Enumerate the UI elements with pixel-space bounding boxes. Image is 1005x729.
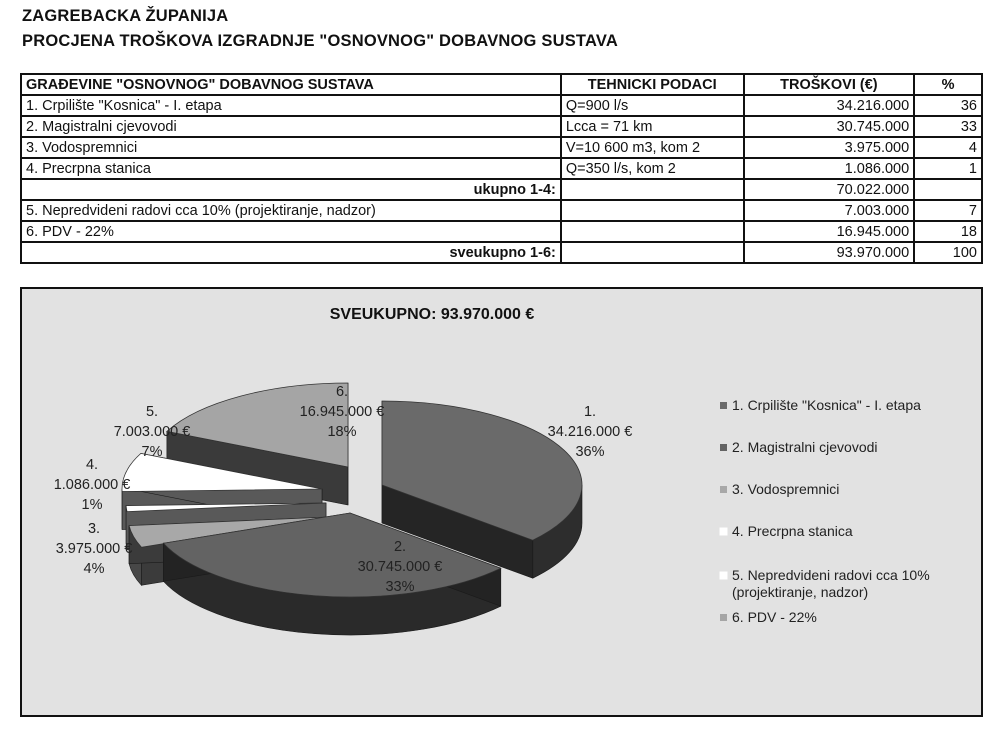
data-label-value-1: 34.216.000 € xyxy=(547,424,633,440)
legend-swatch-3 xyxy=(720,486,727,493)
table-row-subtotal xyxy=(21,179,982,200)
report-subtitle: PROCJENA TROŠKOVA IZGRADNJE "OSNOVNOG" DOBAVNOG SUSTAVA xyxy=(22,32,618,50)
table-row xyxy=(21,116,982,137)
row-pct: 7 xyxy=(914,200,982,221)
data-label-percent-4: 1% xyxy=(81,497,103,513)
row-tech xyxy=(561,179,744,200)
pie-chart xyxy=(22,289,981,715)
row-name: 4. Precrpna stanica xyxy=(21,158,561,179)
total-pct: 100 xyxy=(914,242,982,263)
row-name: 6. PDV - 22% xyxy=(21,221,561,242)
row-cost: 34.216.000 xyxy=(744,95,915,116)
row-tech: Lcca = 71 km xyxy=(561,116,744,137)
subtotal-label: ukupno 1-4: xyxy=(21,179,561,200)
row-cost: 30.745.000 xyxy=(744,116,915,137)
data-label-percent-3: 4% xyxy=(83,561,105,577)
row-name: 1. Crpilište "Kosnica" - I. etapa xyxy=(21,95,561,116)
legend-label-6: 6. PDV - 22% xyxy=(732,609,817,625)
data-label-percent-6: 18% xyxy=(327,424,357,440)
row-tech: Q=900 l/s xyxy=(561,95,744,116)
subtotal-cost: 70.022.000 xyxy=(744,179,915,200)
row-name: 5. Nepredvideni radovi cca 10% (projektiranje, nadzor) xyxy=(21,200,561,221)
legend-label-2: 2. Magistralni cjevovodi xyxy=(732,439,878,455)
table-row-total xyxy=(21,242,982,263)
row-tech: V=10 600 m3, kom 2 xyxy=(561,137,744,158)
pie-chart-panel xyxy=(20,287,983,717)
row-pct: 4 xyxy=(914,137,982,158)
data-label-value-5: 7.003.000 € xyxy=(113,424,191,440)
data-label-value-2: 30.745.000 € xyxy=(357,559,443,575)
row-name: 2. Magistralni cjevovodi xyxy=(21,116,561,137)
row-pct: 18 xyxy=(914,221,982,242)
row-pct: 36 xyxy=(914,95,982,116)
row-tech xyxy=(561,200,744,221)
legend-label-4: 4. Precrpna stanica xyxy=(732,523,853,539)
column-header-technical: TEHNICKI PODACI xyxy=(561,74,744,95)
column-header-percent: % xyxy=(914,74,982,95)
legend-swatch-2 xyxy=(720,444,727,451)
legend-swatch-1 xyxy=(720,402,727,409)
table-row xyxy=(21,221,982,242)
row-cost: 1.086.000 xyxy=(744,158,915,179)
report-title: ZAGREBACKA ŽUPANIJA xyxy=(22,7,229,25)
data-label-number-1: 1. xyxy=(583,404,597,420)
legend-swatch-6 xyxy=(720,614,727,621)
row-tech: Q=350 l/s, kom 2 xyxy=(561,158,744,179)
legend-swatch-4 xyxy=(720,528,727,535)
table-row xyxy=(21,95,982,116)
column-header-costs: TROŠKOVI (€) xyxy=(744,74,915,95)
column-header-building: GRAĐEVINE "OSNOVNOG" DOBAVNOG SUSTAVA xyxy=(21,74,561,95)
table-row xyxy=(21,200,982,221)
legend-label-5: 5. Nepredvideni radovi cca 10% xyxy=(732,567,930,583)
data-label-percent-2: 33% xyxy=(385,579,415,595)
data-label-number-3: 3. xyxy=(87,521,101,537)
legend-swatch-5 xyxy=(720,572,727,579)
row-name: 3. Vodospremnici xyxy=(21,137,561,158)
row-cost: 7.003.000 xyxy=(744,200,915,221)
data-label-number-5: 5. xyxy=(145,404,159,420)
row-pct: 1 xyxy=(914,158,982,179)
total-cost: 93.970.000 xyxy=(744,242,915,263)
table-row xyxy=(21,158,982,179)
data-label-value-4: 1.086.000 € xyxy=(53,477,131,493)
table-row xyxy=(21,137,982,158)
data-label-percent-1: 36% xyxy=(575,444,605,460)
row-pct: 33 xyxy=(914,116,982,137)
row-cost: 16.945.000 xyxy=(744,221,915,242)
legend-label-1: 1. Crpilište "Kosnica" - I. etapa xyxy=(732,397,921,413)
data-label-number-4: 4. xyxy=(85,457,99,473)
row-tech xyxy=(561,221,744,242)
row-tech xyxy=(561,242,744,263)
legend-label-3: 3. Vodospremnici xyxy=(732,481,840,497)
data-label-percent-5: 7% xyxy=(141,444,163,460)
chart-title: SVEUKUPNO: 93.970.000 € xyxy=(329,306,535,323)
table-header-row xyxy=(21,74,982,95)
legend-label-5: (projektiranje, nadzor) xyxy=(732,584,869,600)
total-label: sveukupno 1-6: xyxy=(21,242,561,263)
data-label-value-3: 3.975.000 € xyxy=(55,541,133,557)
row-pct xyxy=(914,179,982,200)
row-cost: 3.975.000 xyxy=(744,137,915,158)
data-label-number-6: 6. xyxy=(335,384,349,400)
data-label-number-2: 2. xyxy=(393,539,407,555)
data-label-value-6: 16.945.000 € xyxy=(299,404,385,420)
cost-table xyxy=(20,73,983,264)
